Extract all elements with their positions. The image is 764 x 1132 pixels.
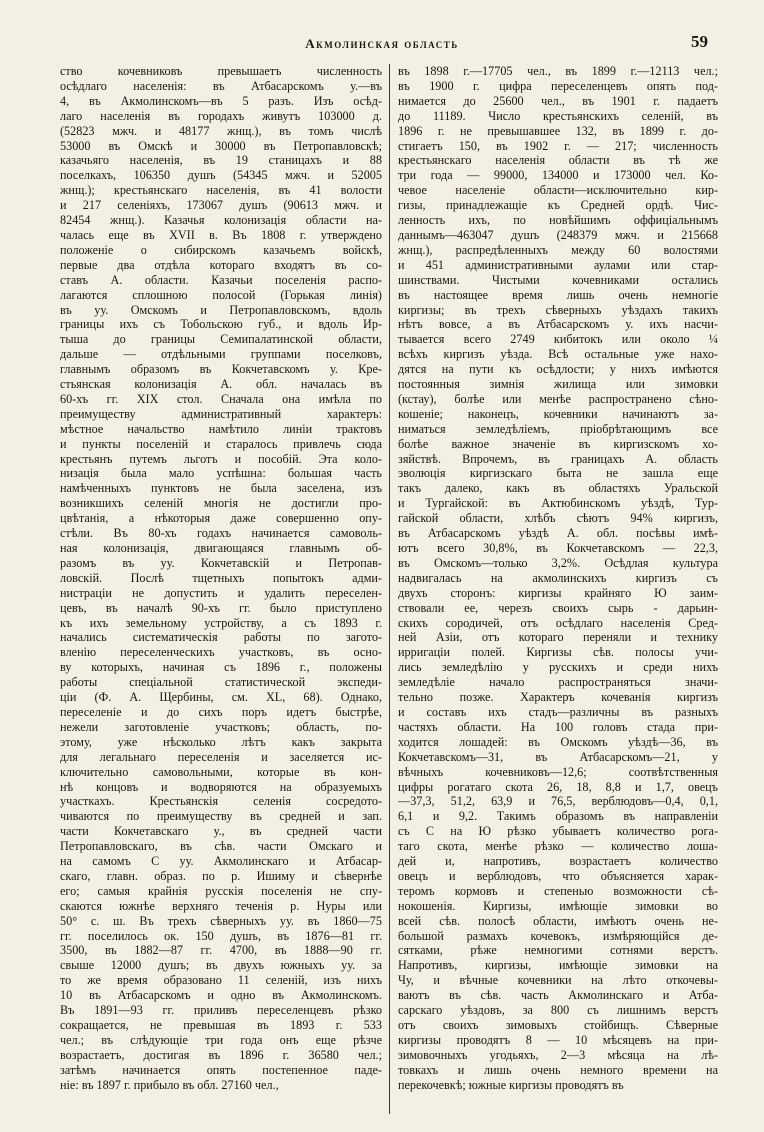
text-line: въ 1898 г.—17705 чел., въ 1899 г.—12113 чел.; bbox=[398, 64, 718, 78]
text-line: цевъ, въ началѣ 90-хъ гг. было приступлено bbox=[60, 600, 382, 615]
text-line: большой размахъ кочевокъ, измѣряющійся де- bbox=[398, 928, 718, 943]
text-line: разомъ въ уу. Кокчетавскій и Петропав- bbox=[60, 555, 382, 570]
text-line: въ Атбасарскомъ уѣздѣ А. обл. посѣвы имѣ- bbox=[398, 526, 718, 541]
text-line: и Тургайской: въ Актюбинскомъ уѣздѣ, Тур- bbox=[398, 496, 718, 511]
text-line: главнымъ образомъ въ Кокчетавскомъ у. Кре- bbox=[60, 362, 382, 377]
text-line: такъ далеко, какъ въ областяхъ Уральской bbox=[398, 481, 718, 496]
text-line: ирригаціи полей. Киргизы сѣв. полосы учи- bbox=[398, 645, 718, 660]
page-number: 59 bbox=[691, 32, 708, 51]
text-line: скаются южнѣе верхняго теченія р. Нуры или bbox=[60, 898, 382, 913]
text-line: нежели заготовленіе участковъ; область, по- bbox=[60, 719, 382, 734]
text-line: даннымъ—463047 душъ (248379 мжч. и 215668 bbox=[398, 227, 718, 242]
text-line: къ ихъ земельному устройству, а съ 1893 г. bbox=[60, 615, 382, 630]
text-line: ставъ А. области. Казачьи поселенія распо- bbox=[60, 272, 382, 287]
text-line: киргизы проводятъ 8 — 10 мѣсяцевъ на при- bbox=[398, 1032, 718, 1047]
text-line: 50° с. ш. Въ трехъ сѣверныхъ уу. въ 1860—75 bbox=[60, 913, 382, 928]
text-line: —37,3, 51,2, 63,9 и 76,5, верблюдовъ—0,4, 0,1, bbox=[398, 794, 718, 809]
text-line: намѣченныхъ пунктовъ не была заселена, изъ bbox=[60, 481, 382, 496]
text-line: лагаются сплошною полосой (Горькая линія) bbox=[60, 287, 382, 302]
text-line: постоянныя зимнія жилища или зимовки bbox=[398, 377, 718, 392]
text-line: чиваются по преимуществу въ средней и зап. bbox=[60, 809, 382, 824]
text-line: скихъ сородичей, отъ осѣдлаго населенія Сред- bbox=[398, 615, 718, 630]
text-line: ютъ всего 30,8%, въ Кокчетавскомъ — 22,3, bbox=[398, 541, 718, 555]
column-divider bbox=[389, 64, 390, 1114]
text-line: первые два отдѣла котораго входятъ въ со- bbox=[60, 257, 382, 272]
text-line: три года — 99000, 134000 и 173000 чел. Ко- bbox=[398, 168, 718, 183]
text-line: возрастаетъ, достигая въ 1896 г. 36580 чел.; bbox=[60, 1047, 382, 1062]
text-line: и 451 административными аулами или стар- bbox=[398, 257, 718, 272]
text-line: до 11189. Число крестьянскихъ селеній, въ bbox=[398, 108, 718, 123]
text-line: ловскій. Послѣ тщетныхъ попытокъ адми- bbox=[60, 570, 382, 585]
text-line: возникшихъ селеній многія не достигли про- bbox=[60, 496, 382, 511]
text-line: Петропавловскаго, въ сѣв. части Омскаго и bbox=[60, 839, 382, 854]
text-line: 3500, въ 1882—87 гг. 4700, въ 1888—90 гг. bbox=[60, 943, 382, 958]
text-line: съ С на Ю рѣзко убываетъ количество рога- bbox=[398, 824, 718, 839]
text-line: лись земледѣлію у русскихъ и среди нихъ bbox=[398, 660, 718, 675]
text-line: ство кочевниковъ превышаетъ численность bbox=[60, 64, 382, 78]
text-line: ней Азіи, отъ котораго переняли и технику bbox=[398, 630, 718, 645]
text-line: теромъ кормовъ и степенью возможности сѣ- bbox=[398, 883, 718, 898]
text-line: нѣтъ вовсе, а въ Атбасарскомъ у. ихъ насчи- bbox=[398, 317, 718, 332]
text-line: этому, уже нѣсколько лѣтъ какъ закрыта bbox=[60, 734, 382, 749]
text-line: преимуществу административный характеръ: bbox=[60, 406, 382, 421]
running-head bbox=[0, 32, 764, 56]
text-line: двухъ сторонъ: киргизы крайняго Ю заим- bbox=[398, 585, 718, 600]
text-line: нистраціи не допустить и удалить переселен- bbox=[60, 585, 382, 600]
text-line: (52823 мжч. и 48177 жнщ.), въ томъ числѣ bbox=[60, 123, 382, 138]
text-line: нѣ концовъ и водворяются на образуемыхъ bbox=[60, 779, 382, 794]
text-line: ціи (Ф. А. Щербины, см. XL, 68). Однако, bbox=[60, 690, 382, 705]
text-line: таго скота, менѣе рѣзко — количество лоша- bbox=[398, 839, 718, 854]
text-line: нимается до 25600 чел., въ 1901 г. падаетъ bbox=[398, 93, 718, 108]
text-line: работы спеціальной статистической экспеди- bbox=[60, 675, 382, 690]
text-line: 82454 жнщ.). Казачья колонизація области на- bbox=[60, 213, 382, 228]
text-line: мѣстное начальство намѣтило линіи трактовъ bbox=[60, 421, 382, 436]
text-line: зяйствѣ. Впрочемъ, въ границахъ А. область bbox=[398, 451, 718, 466]
text-line: ствовали ее, черезъ своихъ сырь - дарьин- bbox=[398, 600, 718, 615]
text-line: казачьяго населенія, въ 19 станицахъ и 88 bbox=[60, 153, 382, 168]
text-line: чалась еще въ XVII в. Въ 1808 г. утверждено bbox=[60, 227, 382, 242]
text-line: отъ своихъ зимовыхъ стойбищъ. Сѣверные bbox=[398, 1018, 718, 1032]
text-line: киргизы; въ трехъ сѣверныхъ уѣздахъ такихъ bbox=[398, 302, 718, 317]
text-line: вленію переселенческихъ участковъ, въ осно- bbox=[60, 645, 382, 660]
text-line: жнщ.); крестьянскаго населенія, въ 41 волости bbox=[60, 183, 382, 198]
text-line: 60-хъ гг. XIX стол. Сначала она имѣла по bbox=[60, 391, 382, 406]
text-line: въ настоящее время лишь очень немногіе bbox=[398, 287, 718, 302]
text-line: ваютъ въ сѣв. часть Акмолинскаго и Атба- bbox=[398, 988, 718, 1003]
text-line: всей сѣв. полосѣ области, имѣютъ очень не- bbox=[398, 913, 718, 928]
running-title: Акмолинская область bbox=[305, 36, 459, 51]
text-line: стьянская колонизація А. обл. началась въ bbox=[60, 377, 382, 392]
text-line: ніе: въ 1897 г. прибыло въ обл. 27160 чел., bbox=[60, 1077, 279, 1092]
text-line: въ 1900 г. цифра переселенцевъ опять под- bbox=[398, 78, 718, 93]
text-line: крестьянъ путемъ льготъ и пособій. Эта коло- bbox=[60, 451, 382, 466]
text-line: 53000 въ Омскѣ и 30000 въ Петропавловскѣ; bbox=[60, 138, 382, 153]
text-line: тыша до границы Семипалатинской области, bbox=[60, 332, 382, 347]
text-line: гг. поселилось ок. 150 душъ, въ 1876—81 гг. bbox=[60, 928, 382, 943]
text-line: крестьянскаго населенія области въ тѣ же bbox=[398, 153, 718, 168]
text-line: его; самыя крайнія русскія поселенія не спу- bbox=[60, 883, 382, 898]
text-line: переселеніе и до сихъ поръ идетъ быстрѣе, bbox=[60, 704, 382, 719]
text-line: ная колонизація, двигающаяся главнымъ об- bbox=[60, 541, 382, 555]
text-line: для легальнаго переселенія и заселяется ис- bbox=[60, 749, 382, 764]
text-line: (кстау), болѣе или менѣе распространено сѣно- bbox=[398, 391, 718, 406]
text-line: и пункты поселеній и старалось привлечь сюда bbox=[60, 436, 382, 451]
text-line: овецъ и верблюдовъ, что объясняется харак- bbox=[398, 868, 718, 883]
text-line: на самомъ С уу. Акмолинскаго и Атбасар- bbox=[60, 854, 382, 869]
text-line: чел.; въ слѣдующіе три года онъ еще рѣзче bbox=[60, 1032, 382, 1047]
text-line: гайской области, хлѣбъ сѣютъ 94% киргизъ, bbox=[398, 511, 718, 526]
text-line: сокращается, не превышая въ 1893 г. 533 bbox=[60, 1018, 382, 1032]
text-line: всѣхъ киргизъ уѣзда. Всѣ остальные уже нахо- bbox=[398, 347, 718, 362]
text-line: жнщ.), распредѣленныхъ между 60 волостями bbox=[398, 242, 718, 257]
text-line: вѣчныхъ кочевниковъ—12,6; соотвѣтственныя bbox=[398, 764, 718, 779]
text-line: частяхъ области. На 100 головъ стада при- bbox=[398, 719, 718, 734]
text-line: шинствами. Чистыми кочевниками остались bbox=[398, 272, 718, 287]
text-line: эволюція киргизскаго быта не зашла еще bbox=[398, 466, 718, 481]
text-line: низація была мало успѣшна: большая часть bbox=[60, 466, 382, 481]
text-line: цифры рогатаго скота 26, 18, 8,8 и 1,7, овецъ bbox=[398, 779, 718, 794]
text-line: перекочевкѣ; южные киргизы проводятъ въ bbox=[398, 1077, 624, 1092]
text-line: дятся на пути къ осѣдлости; у нихъ имѣются bbox=[398, 362, 718, 377]
text-line: положеніе о сибирскомъ казачьемъ войскѣ, bbox=[60, 242, 382, 257]
text-line: 6,1 и 9,2. Такимъ образомъ въ направленіи bbox=[398, 809, 718, 824]
text-line: и 217 селеніяхъ, 173067 душъ (90613 мжч. и bbox=[60, 198, 382, 213]
text-line: и составъ ихъ стадъ—различны въ разныхъ bbox=[398, 704, 718, 719]
text-line: стѣли. Въ 80-хъ годахъ начинается самоволь- bbox=[60, 526, 382, 541]
text-line: товкахъ и лишь очень немного времени на bbox=[398, 1062, 718, 1077]
text-line: зимовочныхъ угодьяхъ, 2—3 мѣсяца на лѣ- bbox=[398, 1047, 718, 1062]
text-line: цвѣтанія, а нѣкоторыя даже совершенно опу- bbox=[60, 511, 382, 526]
text-line: поселкахъ, 106350 душъ (54345 мжч. и 52005 bbox=[60, 168, 382, 183]
text-line: начались систематическія работы по загото- bbox=[60, 630, 382, 645]
text-line: затѣмъ начинается опять постепенное паде- bbox=[60, 1062, 382, 1077]
text-line: ву которыхъ, начиная съ 1896 г., положены bbox=[60, 660, 382, 675]
text-line: стигаетъ 150, въ 1902 г. — 217; численность bbox=[398, 138, 718, 153]
text-line: 1896 г. не превышавшее 132, въ 1899 г. до- bbox=[398, 123, 718, 138]
right-column bbox=[398, 64, 718, 1093]
text-line: надвигалась на акмолинскихъ киргизъ съ bbox=[398, 570, 718, 585]
text-line: Кокчетавскомъ—31, въ Атбасарскомъ—21, у bbox=[398, 749, 718, 764]
text-line: дальше — отдѣльными группами поселковъ, bbox=[60, 347, 382, 362]
text-line: Напротивъ, киргизы, имѣющіе зимовки на bbox=[398, 958, 718, 973]
text-line: ключительно самовольными, которые въ кон- bbox=[60, 764, 382, 779]
text-line: дей и, напротивъ, возрастаетъ количество bbox=[398, 854, 718, 869]
text-line: Въ 1891—93 гг. приливъ переселенцевъ рѣзко bbox=[60, 1003, 382, 1018]
text-line: въ уу. Омскомъ и Петропавловскомъ, вдоль bbox=[60, 302, 382, 317]
text-line: въ Омскомъ—только 3,2%. Осѣдлая культура bbox=[398, 555, 718, 570]
text-line: 10 въ Атбасарскомъ и одно въ Акмолинскомъ. bbox=[60, 988, 382, 1003]
text-line: гизы, принадлежащіе къ Средней ордѣ. Чис- bbox=[398, 198, 718, 213]
left-column bbox=[60, 64, 382, 1093]
text-line: Чу, и вѣчные кочевники на лѣто откочевы- bbox=[398, 973, 718, 988]
text-line: осѣдлаго населенія: въ Атбасарскомъ у.—въ bbox=[60, 78, 382, 93]
text-line: скаго, главн. образ. по р. Ишиму и сѣвернѣе bbox=[60, 868, 382, 883]
text-line: сятками, рѣже немногими сотнями верстъ. bbox=[398, 943, 718, 958]
text-line: кошеніе; наконецъ, кочевники начинаютъ за- bbox=[398, 406, 718, 421]
text-line: участкахъ. Крестьянскія селенія сосредото- bbox=[60, 794, 382, 809]
text-line: ходится лошадей: въ Омскомъ уѣздѣ—36, въ bbox=[398, 734, 718, 749]
text-line: сарскаго уѣздовъ, за 800 съ лишнимъ верстъ bbox=[398, 1003, 718, 1018]
text-line: болѣе важное значеніе въ киргизскомъ хо- bbox=[398, 436, 718, 451]
text-line: то же время образовано 11 селеній, изъ нихъ bbox=[60, 973, 382, 988]
text-line: ленность ихъ, по новѣйшимъ оффиціальнымъ bbox=[398, 213, 718, 228]
text-line: ниматься земледѣліемъ, пріобрѣтающимъ все bbox=[398, 421, 718, 436]
text-line: тывается всего 2749 кибитокъ или около ¼ bbox=[398, 332, 718, 347]
text-line: тельно позже. Характеръ кочеванія киргизъ bbox=[398, 690, 718, 705]
text-line: 4, въ Акмолинскомъ—въ 5 разъ. Изъ осѣд- bbox=[60, 93, 382, 108]
text-line: лаго населенія въ городахъ живутъ 103000 д. bbox=[60, 108, 382, 123]
text-line: чевое населеніе области—исключительно кир- bbox=[398, 183, 718, 198]
text-line: границы ихъ съ Тобольскою губ., и вдоль Ир- bbox=[60, 317, 382, 332]
text-line: свыше 12000 душъ; въ двухъ южныхъ уу. за bbox=[60, 958, 382, 973]
text-line: земледѣліе начало распространяться значи- bbox=[398, 675, 718, 690]
text-line: нокошенія. Киргизы, имѣющіе зимовки во bbox=[398, 898, 718, 913]
text-line: части Кокчетавскаго у., въ средней части bbox=[60, 824, 382, 839]
